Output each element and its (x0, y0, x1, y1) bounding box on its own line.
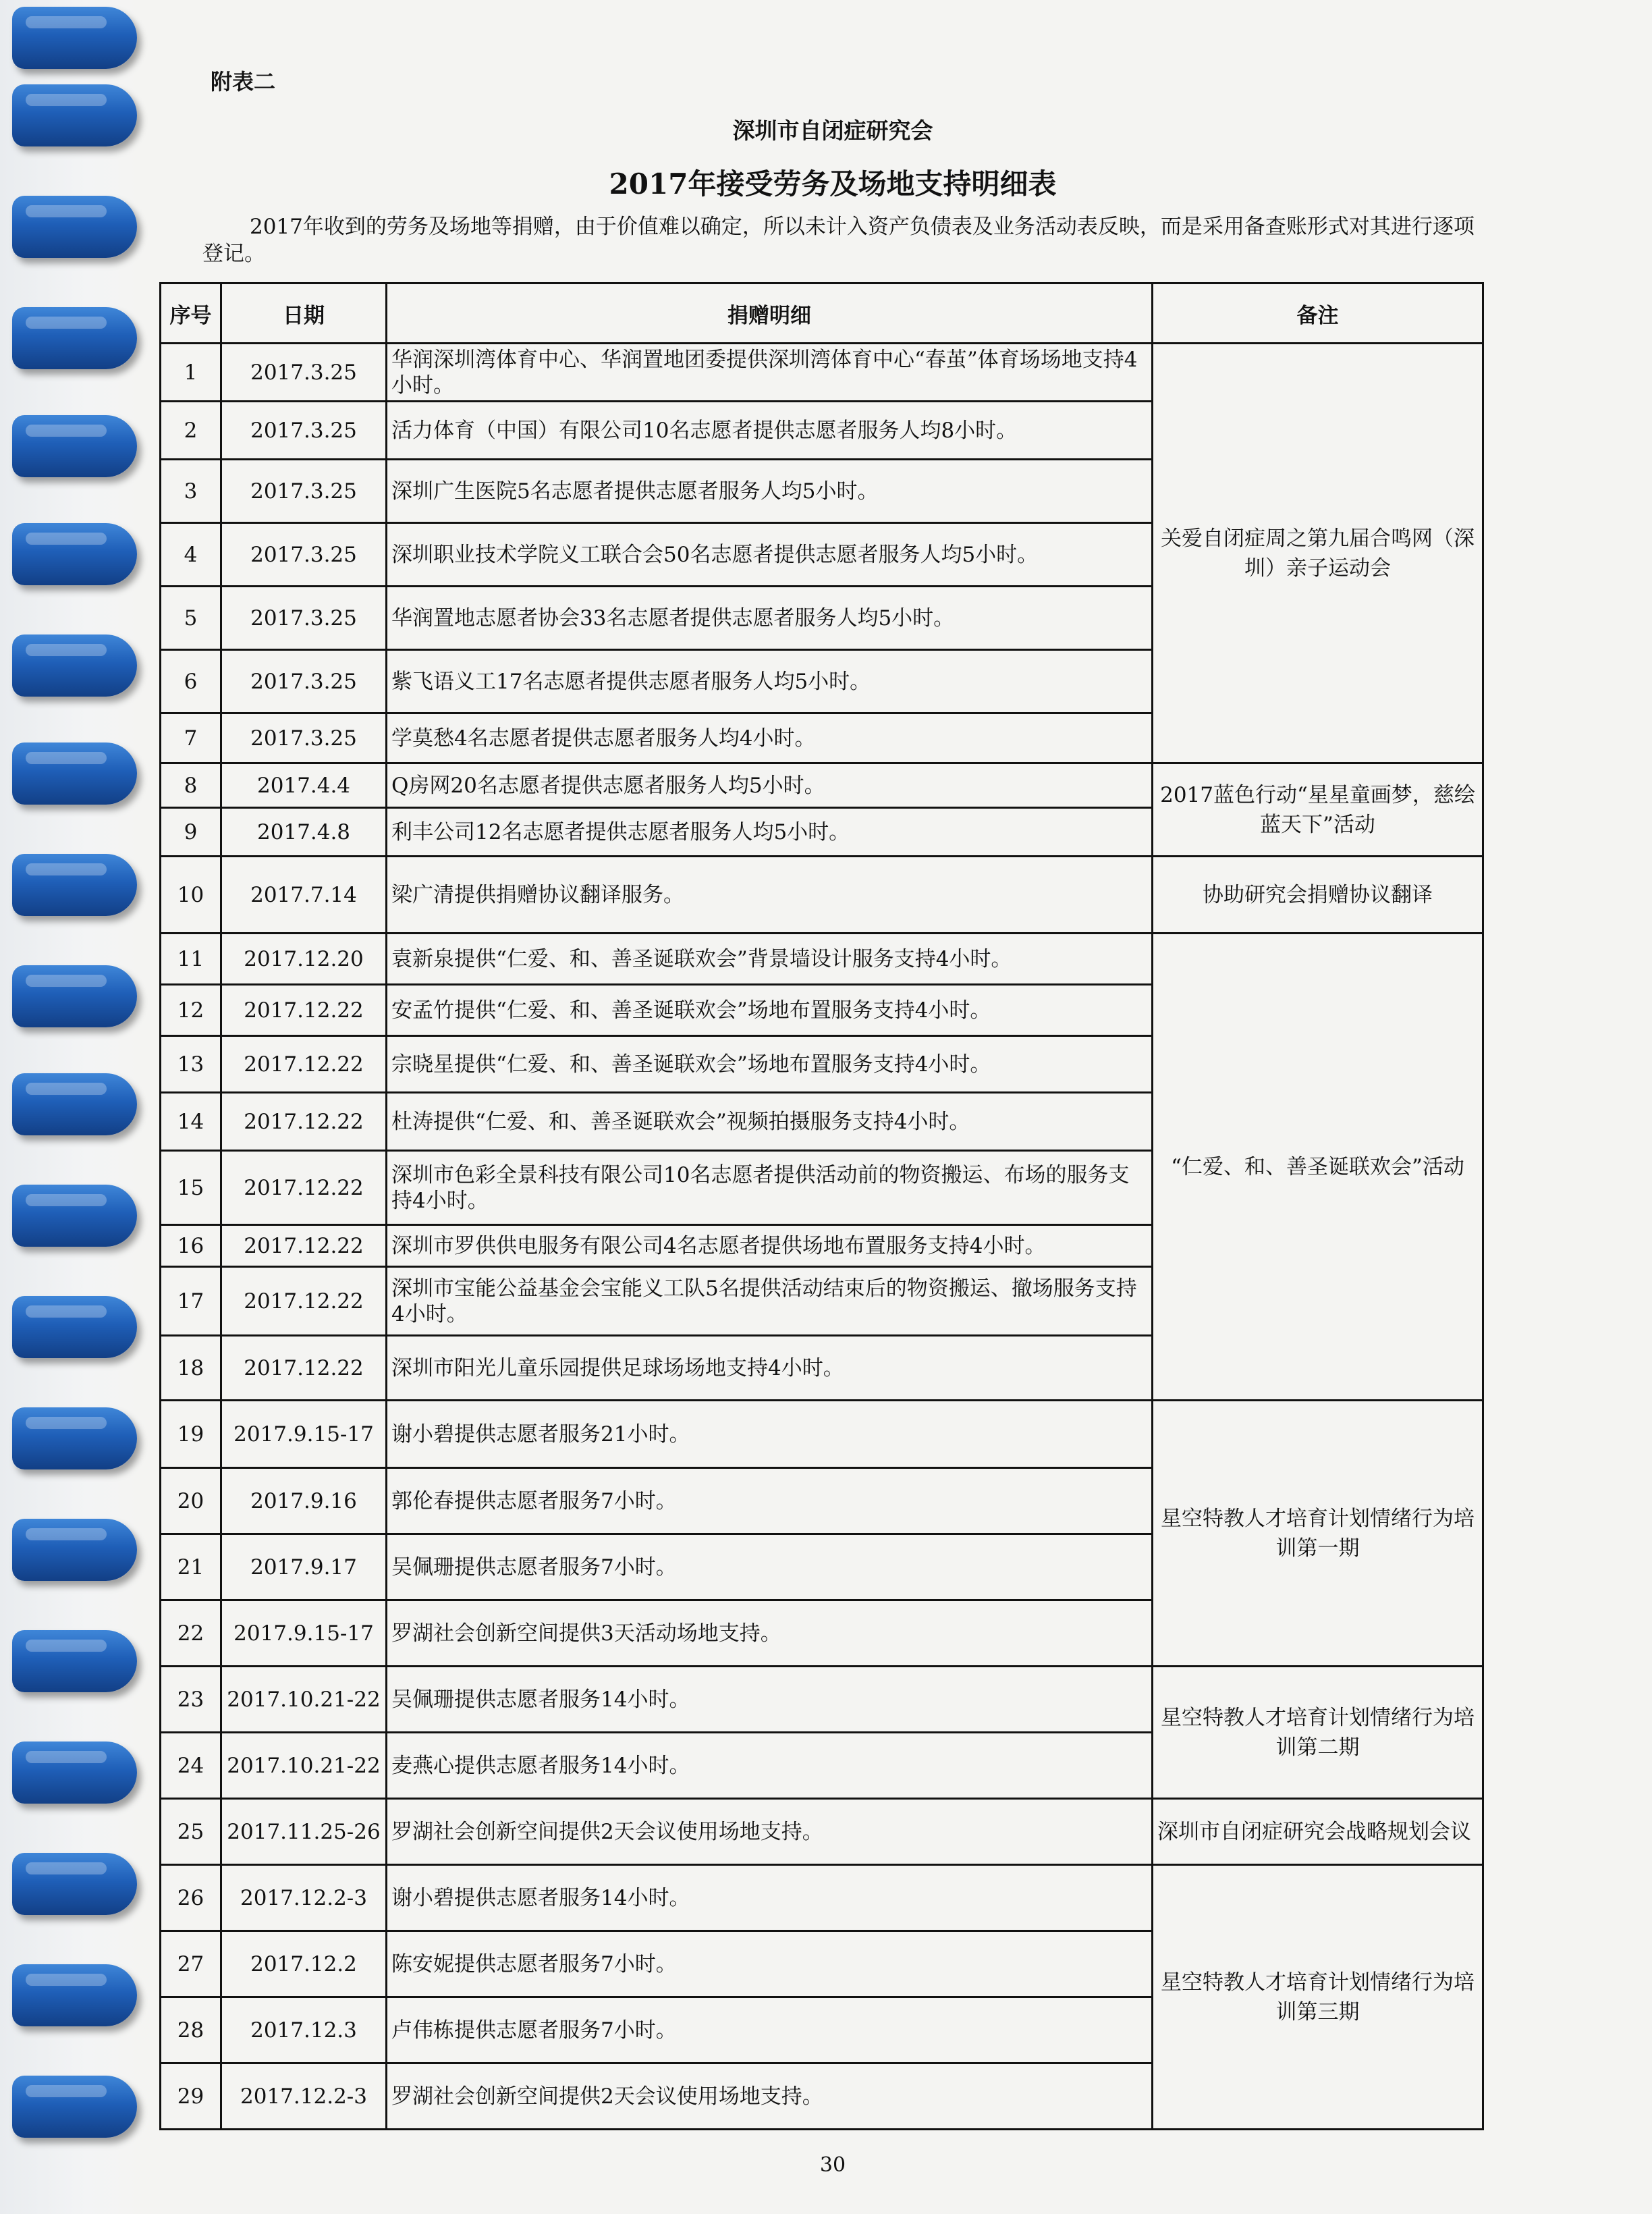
row-date: 2017.12.2-3 (221, 1865, 387, 1931)
row-no: 17 (161, 1267, 221, 1336)
table-row (161, 1401, 1483, 1468)
row-detail: 深圳广生医院5名志愿者提供志愿者服务人均5小时。 (387, 460, 1153, 523)
row-note: “仁爱、和、善圣诞联欢会”活动 (1153, 934, 1483, 1401)
row-detail: Q房网20名志愿者提供志愿者服务人均5小时。 (387, 763, 1153, 808)
binding-ring (12, 965, 137, 1027)
row-no: 23 (161, 1667, 221, 1733)
row-date: 2017.3.25 (221, 460, 387, 523)
row-no: 10 (161, 857, 221, 934)
row-note: 星空特教人才培育计划情绪行为培训第一期 (1153, 1401, 1483, 1667)
row-detail: 梁广清提供捐赠协议翻译服务。 (387, 857, 1153, 934)
row-detail: 华润置地志愿者协会33名志愿者提供志愿者服务人均5小时。 (387, 587, 1153, 650)
binding-ring (12, 1073, 137, 1135)
row-no: 28 (161, 1997, 221, 2063)
row-detail: 吴佩珊提供志愿者服务7小时。 (387, 1534, 1153, 1600)
binding-ring (12, 1742, 137, 1804)
row-date: 2017.4.8 (221, 808, 387, 857)
row-detail: 吴佩珊提供志愿者服务14小时。 (387, 1667, 1153, 1733)
row-date: 2017.11.25-26 (221, 1799, 387, 1865)
row-note: 关爱自闭症周之第九届合鸣网（深圳）亲子运动会 (1153, 344, 1483, 763)
row-no: 9 (161, 808, 221, 857)
binding-ring (12, 523, 137, 585)
row-date: 2017.3.25 (221, 713, 387, 763)
row-detail: 陈安妮提供志愿者服务7小时。 (387, 1931, 1153, 1997)
row-detail: 紫飞语义工17名志愿者提供志愿者服务人均5小时。 (387, 650, 1153, 713)
row-detail: 利丰公司12名志愿者提供志愿者服务人均5小时。 (387, 808, 1153, 857)
row-detail: 活力体育（中国）有限公司10名志愿者提供志愿者服务人均8小时。 (387, 402, 1153, 460)
row-no: 16 (161, 1225, 221, 1267)
row-date: 2017.3.25 (221, 344, 387, 402)
row-detail: 安孟竹提供“仁爱、和、善圣诞联欢会”场地布置服务支持4小时。 (387, 985, 1153, 1036)
row-date: 2017.12.2-3 (221, 2063, 387, 2130)
table-row (161, 763, 1483, 808)
row-date: 2017.12.22 (221, 1336, 387, 1401)
row-no: 13 (161, 1036, 221, 1093)
row-no: 24 (161, 1733, 221, 1799)
row-no: 19 (161, 1401, 221, 1468)
binding-ring (12, 1853, 137, 1915)
row-note: 协助研究会捐赠协议翻译 (1153, 857, 1483, 934)
row-date: 2017.9.16 (221, 1468, 387, 1534)
spiral-binding (0, 0, 145, 2214)
row-date: 2017.12.22 (221, 1267, 387, 1336)
header-date: 日期 (221, 284, 387, 344)
row-detail: 深圳市罗供供电服务有限公司4名志愿者提供场地布置服务支持4小时。 (387, 1225, 1153, 1267)
appendix-label: 附表二 (211, 69, 276, 94)
row-detail: 深圳职业技术学院义工联合会50名志愿者提供志愿者服务人均5小时。 (387, 523, 1153, 587)
row-date: 2017.10.21-22 (221, 1667, 387, 1733)
row-detail: 杜涛提供“仁爱、和、善圣诞联欢会”视频拍摄服务支持4小时。 (387, 1093, 1153, 1151)
row-date: 2017.12.22 (221, 1093, 387, 1151)
row-detail: 华润深圳湾体育中心、华润置地团委提供深圳湾体育中心“春茧”体育场场地支持4小时。 (387, 344, 1153, 402)
table-row (161, 1865, 1483, 1931)
row-date: 2017.12.20 (221, 934, 387, 985)
donation-table (159, 282, 1484, 2130)
binding-ring (12, 1630, 137, 1692)
organization-name: 深圳市自闭症研究会 (732, 117, 933, 144)
binding-ring (12, 854, 137, 916)
row-detail: 卢伟栋提供志愿者服务7小时。 (387, 1997, 1153, 2063)
row-no: 26 (161, 1865, 221, 1931)
row-note: 2017蓝色行动“星星童画梦，慈绘蓝天下”活动 (1153, 763, 1483, 857)
row-no: 4 (161, 523, 221, 587)
table-row (161, 934, 1483, 985)
row-detail: 罗湖社会创新空间提供3天活动场地支持。 (387, 1600, 1153, 1667)
binding-ring (12, 7, 137, 69)
row-date: 2017.9.15-17 (221, 1401, 387, 1468)
binding-ring (12, 1296, 137, 1358)
row-no: 2 (161, 402, 221, 460)
binding-ring (12, 1185, 137, 1247)
page-number: 30 (819, 2153, 846, 2177)
row-date: 2017.10.21-22 (221, 1733, 387, 1799)
row-no: 12 (161, 985, 221, 1036)
row-note: 星空特教人才培育计划情绪行为培训第二期 (1153, 1667, 1483, 1799)
row-date: 2017.12.22 (221, 985, 387, 1036)
header-note: 备注 (1153, 284, 1483, 344)
row-date: 2017.3.25 (221, 402, 387, 460)
row-no: 3 (161, 460, 221, 523)
binding-ring (12, 634, 137, 697)
row-no: 5 (161, 587, 221, 650)
row-detail: 谢小碧提供志愿者服务21小时。 (387, 1401, 1153, 1468)
row-no: 29 (161, 2063, 221, 2130)
table-row (161, 857, 1483, 934)
table-row (161, 1667, 1483, 1733)
row-date: 2017.9.15-17 (221, 1600, 387, 1667)
binding-ring (12, 1964, 137, 2026)
row-detail: 袁新泉提供“仁爱、和、善圣诞联欢会”背景墙设计服务支持4小时。 (387, 934, 1153, 985)
row-date: 2017.12.22 (221, 1151, 387, 1225)
row-date: 2017.12.22 (221, 1036, 387, 1093)
binding-ring (12, 1519, 137, 1581)
row-detail: 深圳市色彩全景科技有限公司10名志愿者提供活动前的物资搬运、布场的服务支持4小时。 (387, 1151, 1153, 1225)
table-row (161, 344, 1483, 402)
row-no: 14 (161, 1093, 221, 1151)
row-note: 深圳市自闭症研究会战略规划会议 (1153, 1799, 1483, 1865)
row-no: 18 (161, 1336, 221, 1401)
binding-ring (12, 307, 137, 369)
row-date: 2017.12.3 (221, 1997, 387, 2063)
row-date: 2017.12.2 (221, 1931, 387, 1997)
row-detail: 麦燕心提供志愿者服务14小时。 (387, 1733, 1153, 1799)
row-no: 15 (161, 1151, 221, 1225)
binding-ring (12, 196, 137, 258)
row-no: 25 (161, 1799, 221, 1865)
table-row (161, 1799, 1483, 1865)
row-date: 2017.9.17 (221, 1534, 387, 1600)
row-detail: 郭伦春提供志愿者服务7小时。 (387, 1468, 1153, 1534)
row-no: 7 (161, 713, 221, 763)
binding-ring (12, 2076, 137, 2138)
binding-ring (12, 1407, 137, 1469)
row-date: 2017.4.4 (221, 763, 387, 808)
row-detail: 宗晓星提供“仁爱、和、善圣诞联欢会”场地布置服务支持4小时。 (387, 1036, 1153, 1093)
row-date: 2017.7.14 (221, 857, 387, 934)
header-detail: 捐赠明细 (387, 284, 1153, 344)
row-detail: 罗湖社会创新空间提供2天会议使用场地支持。 (387, 1799, 1153, 1865)
row-no: 27 (161, 1931, 221, 1997)
row-no: 8 (161, 763, 221, 808)
row-no: 1 (161, 344, 221, 402)
binding-ring (12, 415, 137, 477)
row-no: 21 (161, 1534, 221, 1600)
row-date: 2017.12.22 (221, 1225, 387, 1267)
binding-ring (12, 742, 137, 805)
row-detail: 罗湖社会创新空间提供2天会议使用场地支持。 (387, 2063, 1153, 2130)
header-no: 序号 (161, 284, 221, 344)
row-note: 星空特教人才培育计划情绪行为培训第三期 (1153, 1865, 1483, 2130)
row-no: 22 (161, 1600, 221, 1667)
row-detail: 学莫愁4名志愿者提供志愿者服务人均4小时。 (387, 713, 1153, 763)
row-date: 2017.3.25 (221, 650, 387, 713)
row-no: 11 (161, 934, 221, 985)
row-detail: 谢小碧提供志愿者服务14小时。 (387, 1865, 1153, 1931)
intro-paragraph: 2017年收到的劳务及场地等捐赠，由于价值难以确定，所以未计入资产负债表及业务活动表反映，而是采用备查账形式对其进行逐项登记。 (202, 215, 1475, 266)
row-no: 6 (161, 650, 221, 713)
table-header-row (161, 284, 1483, 344)
row-no: 20 (161, 1468, 221, 1534)
row-detail: 深圳市阳光儿童乐园提供足球场场地支持4小时。 (387, 1336, 1153, 1401)
page-title: 2017年接受劳务及场地支持明细表 (609, 167, 1057, 200)
row-date: 2017.3.25 (221, 587, 387, 650)
row-date: 2017.3.25 (221, 523, 387, 587)
row-detail: 深圳市宝能公益基金会宝能义工队5名提供活动结束后的物资搬运、撤场服务支持4小时。 (387, 1267, 1153, 1336)
